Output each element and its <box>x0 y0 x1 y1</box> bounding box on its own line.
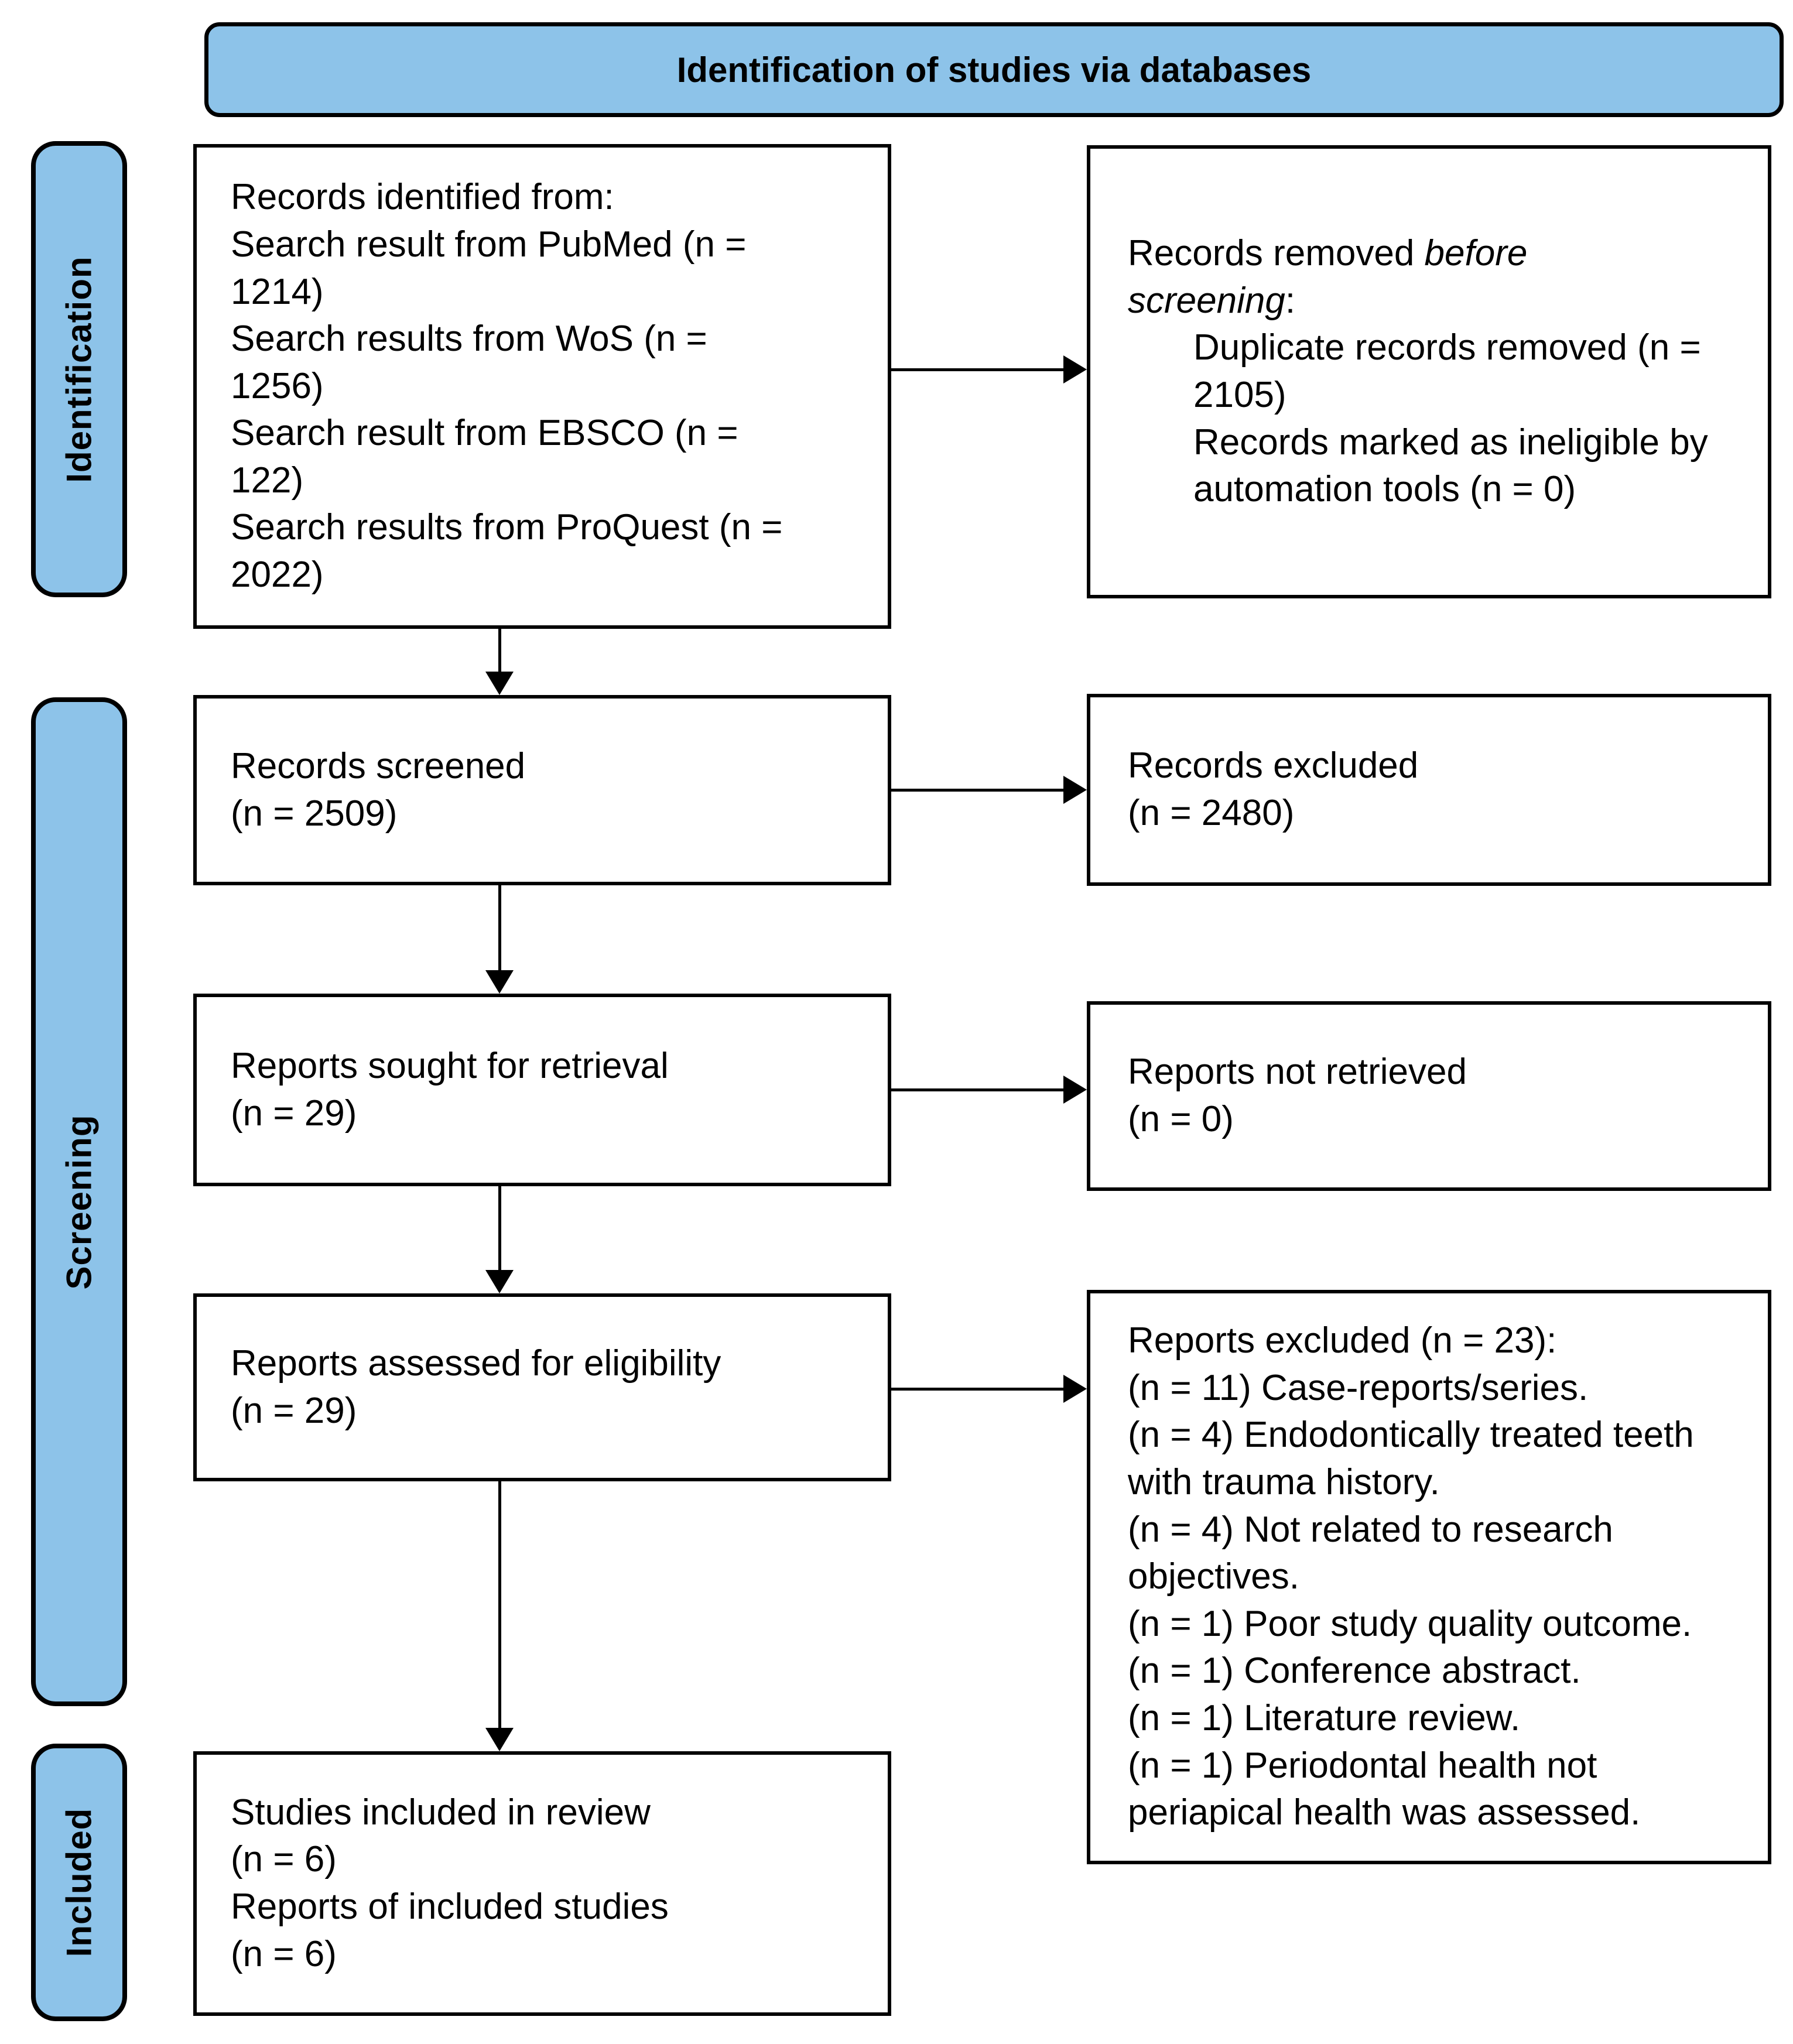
arrow-line <box>891 1388 1063 1391</box>
records-excluded-line: Records excluded <box>1128 745 1419 786</box>
records-identified-line: Search result from EBSCO (n = 122) <box>231 413 738 501</box>
arrow-assessed-to-reports-excluded <box>891 1375 1087 1403</box>
arrow-screened-to-sought <box>485 885 514 994</box>
arrow-line <box>498 1186 501 1270</box>
phase-label-screening-text: Screening <box>59 1114 99 1290</box>
reports-excluded-reason: (n = 1) Poor study quality outcome. <box>1128 1603 1692 1644</box>
arrow-down-head-icon <box>485 970 514 994</box>
reports-excluded-reason: (n = 4) Endodontically treated teeth with trauma history. <box>1128 1415 1694 1503</box>
records-removed-intro <box>1128 230 1596 324</box>
studies-included-line: Studies included in review <box>231 1792 651 1833</box>
reports-excluded-reason: (n = 1) Conference abstract. <box>1128 1651 1581 1692</box>
arrow-right-head-icon <box>1063 776 1087 804</box>
arrow-sought-to-not-retrieved <box>891 1076 1087 1104</box>
phase-label-included-text: Included <box>59 1807 99 1957</box>
reports-excluded-reason: (n = 1) Literature review. <box>1128 1697 1521 1738</box>
arrow-right-head-icon <box>1063 1375 1087 1403</box>
reports-excluded-reason: (n = 1) Periodontal health not periapical health was assessed. <box>1128 1745 1641 1833</box>
arrow-line <box>498 629 501 672</box>
box-records-identified <box>193 144 891 629</box>
arrow-line <box>891 789 1063 792</box>
box-studies-included <box>193 1751 891 2016</box>
records-identified-line: Search results from WoS (n = 1256) <box>231 319 707 406</box>
box-records-screened <box>193 695 891 885</box>
reports-sought-count: (n = 29) <box>231 1093 357 1134</box>
reports-excluded-line: Reports excluded (n = 23): <box>1128 1320 1557 1361</box>
phase-label-identification <box>31 141 127 597</box>
studies-included-count: (n = 6) <box>231 1839 337 1880</box>
phase-label-identification-text: Identification <box>59 255 99 483</box>
arrow-assessed-to-included <box>485 1481 514 1751</box>
arrow-sought-to-assessed <box>485 1186 514 1293</box>
reports-not-retrieved-count: (n = 0) <box>1128 1099 1234 1139</box>
records-identified-line: Search results from ProQuest (n = 2022) <box>231 507 783 595</box>
arrow-line <box>498 1481 501 1728</box>
records-screened-count: (n = 2509) <box>231 793 398 834</box>
banner-identification-via-databases <box>204 22 1784 117</box>
arrow-down-head-icon <box>485 672 514 695</box>
arrow-identified-to-removed <box>891 355 1087 384</box>
records-removed-intro-italic: before screening <box>1128 233 1528 321</box>
arrow-screened-to-excluded <box>891 776 1087 804</box>
reports-excluded-reason: (n = 11) Case-reports/series. <box>1128 1367 1589 1408</box>
box-reports-sought <box>193 994 891 1186</box>
records-excluded-count: (n = 2480) <box>1128 793 1295 833</box>
reports-not-retrieved-line: Reports not retrieved <box>1128 1052 1467 1093</box>
phase-label-included <box>31 1744 127 2021</box>
arrow-down-head-icon <box>485 1728 514 1751</box>
records-screened-line: Records screened <box>231 745 526 786</box>
box-reports-assessed <box>193 1293 891 1481</box>
box-reports-excluded <box>1087 1290 1771 1864</box>
arrow-line <box>891 1088 1063 1091</box>
records-identified-line: Records identified from: <box>231 177 614 218</box>
records-removed-intro-suffix: : <box>1285 280 1296 321</box>
reports-sought-line: Reports sought for retrieval <box>231 1045 669 1086</box>
records-removed-items <box>1193 324 1744 513</box>
records-identified-line: Search result from PubMed (n = 1214) <box>231 224 747 312</box>
arrow-down-head-icon <box>485 1270 514 1293</box>
arrow-line <box>498 885 501 970</box>
arrow-identified-to-screened <box>485 629 514 695</box>
reports-included-count: (n = 6) <box>231 1933 337 1974</box>
records-removed-item: Records marked as ineligible by automation tools (n = 0) <box>1193 422 1708 510</box>
arrow-line <box>891 368 1063 371</box>
phase-label-screening <box>31 697 127 1706</box>
reports-excluded-reason: (n = 4) Not related to research objectives. <box>1128 1509 1613 1597</box>
records-removed-item: Duplicate records removed (n = 2105) <box>1193 327 1701 415</box>
box-reports-not-retrieved <box>1087 1001 1771 1191</box>
reports-assessed-line: Reports assessed for eligibility <box>231 1343 721 1384</box>
records-removed-intro-prefix: Records removed <box>1128 233 1425 274</box>
box-records-excluded <box>1087 694 1771 886</box>
arrow-right-head-icon <box>1063 1076 1087 1104</box>
reports-assessed-count: (n = 29) <box>231 1390 357 1431</box>
reports-included-line: Reports of included studies <box>231 1886 669 1927</box>
arrow-right-head-icon <box>1063 355 1087 384</box>
box-records-removed <box>1087 145 1771 598</box>
banner-label: Identification of studies via databases <box>676 50 1312 90</box>
